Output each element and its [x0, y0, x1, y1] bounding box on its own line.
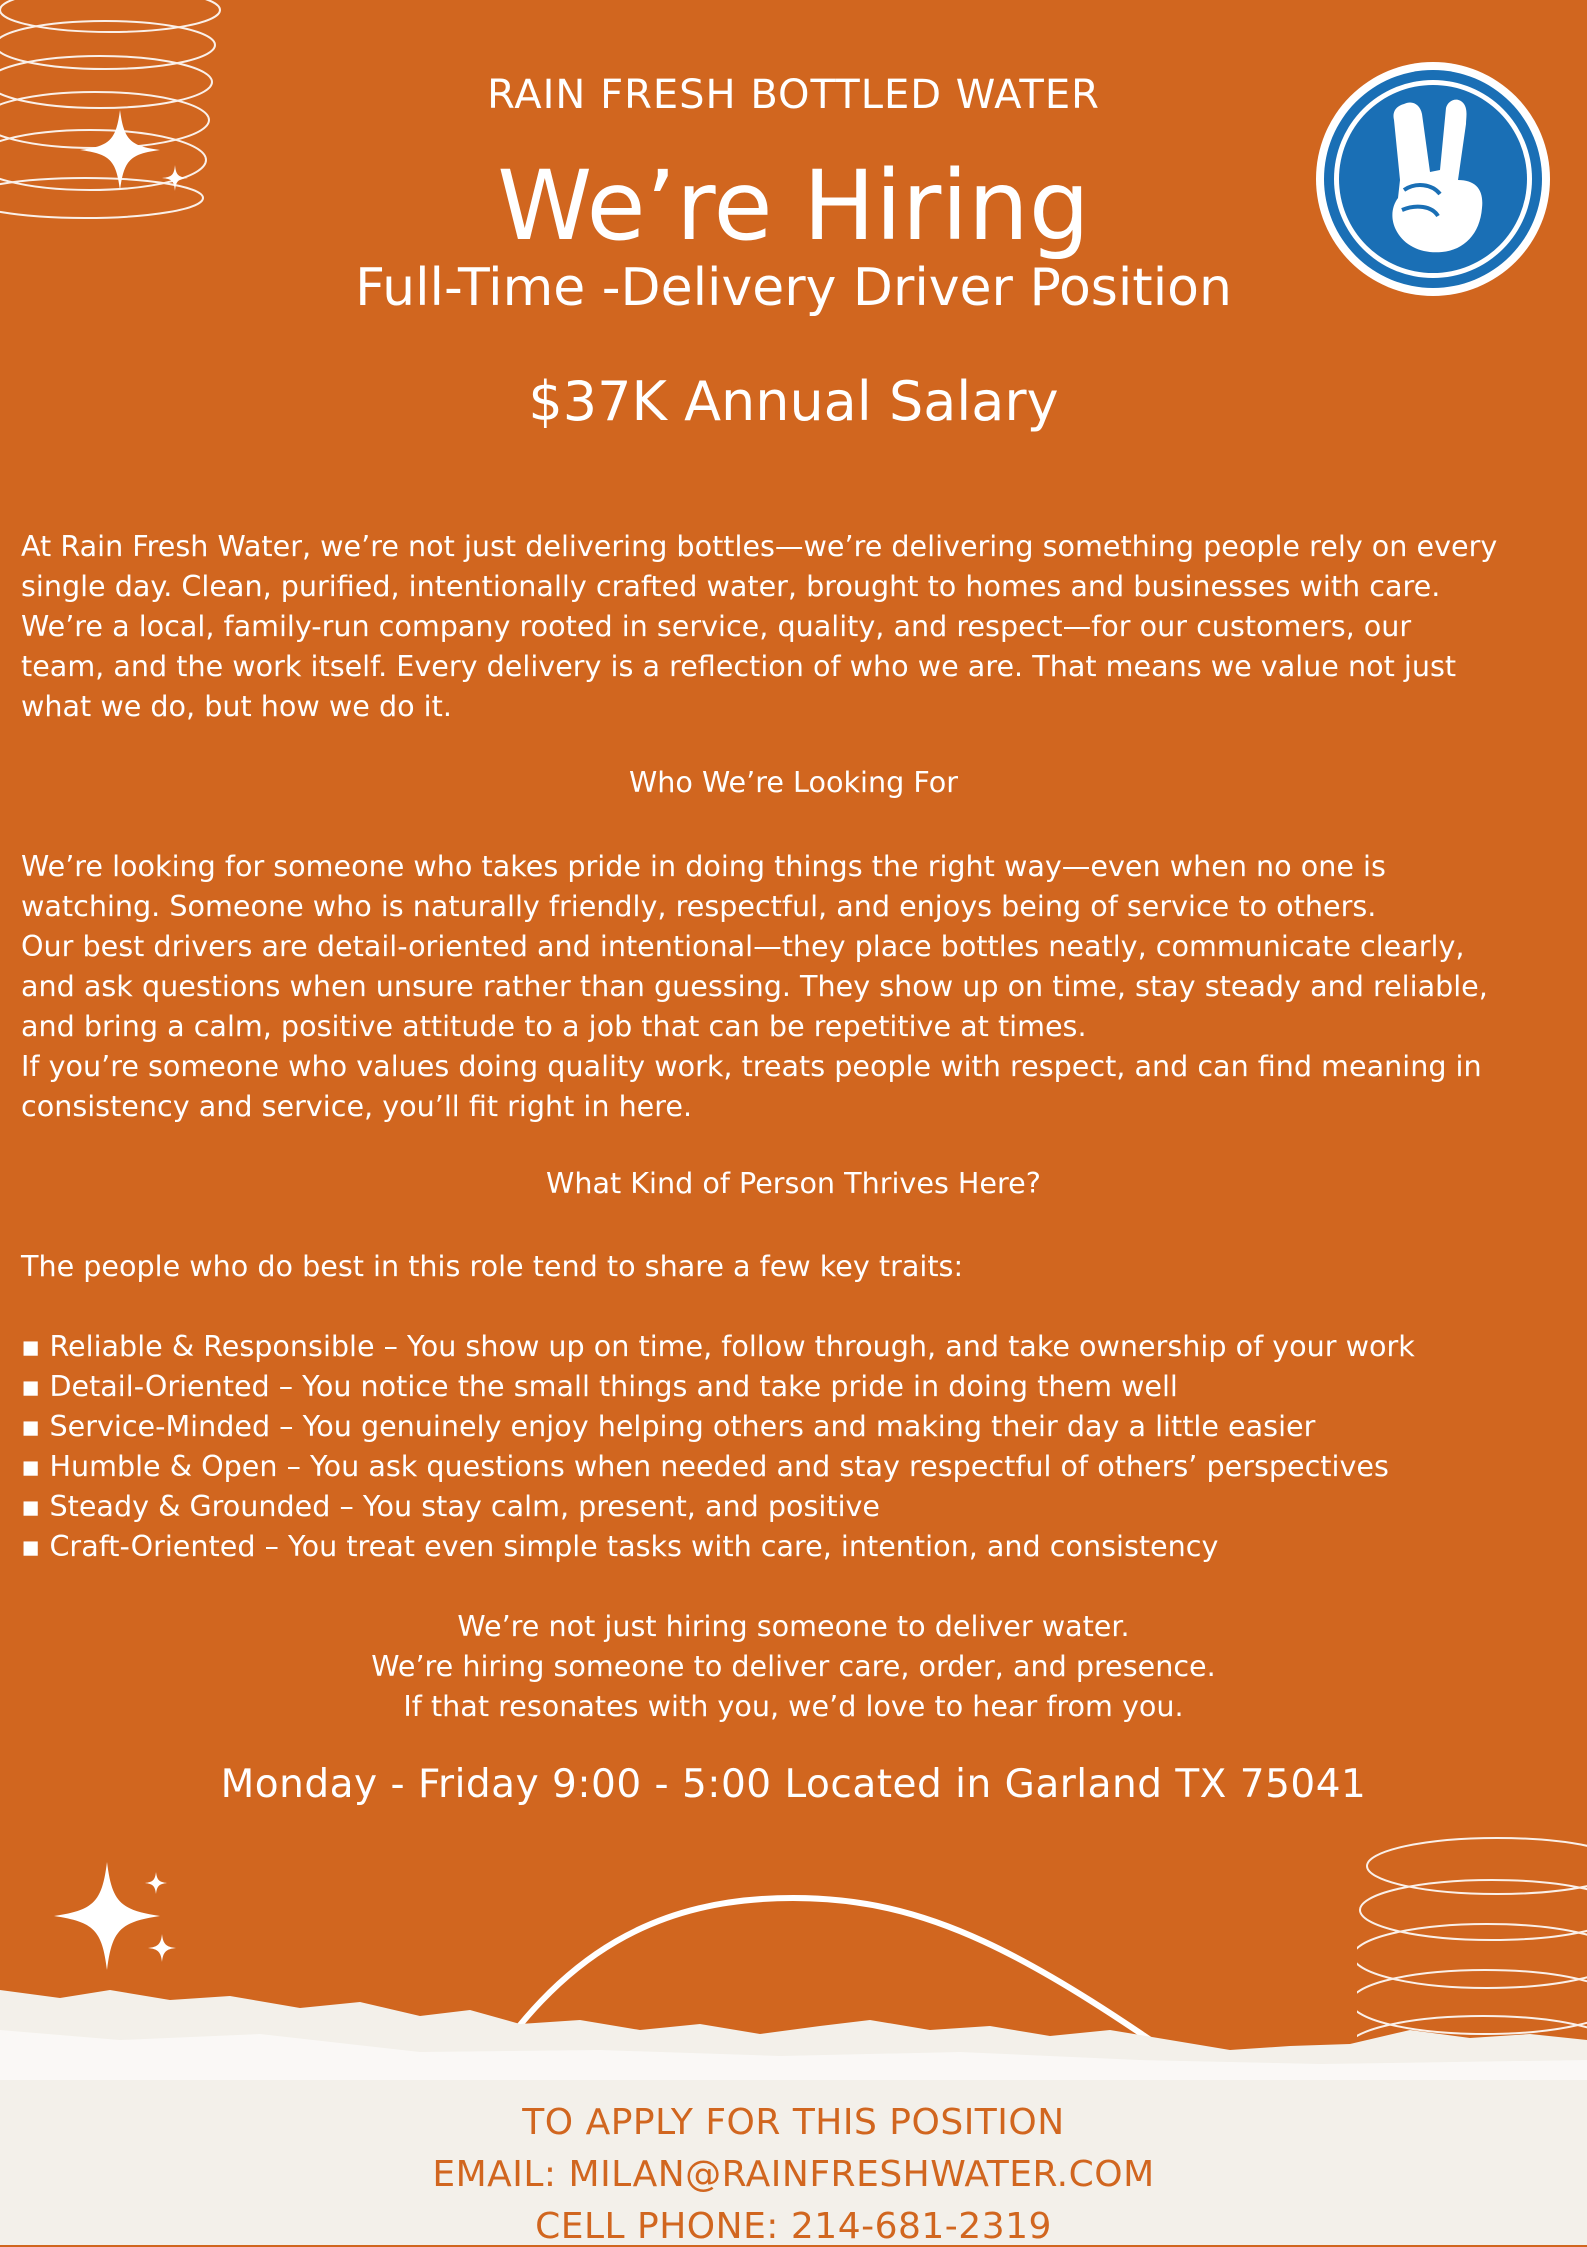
- list-item: ▪ Detail-Oriented – You notice the small things and take pride in doing them well: [21, 1369, 1178, 1403]
- position-subtitle: Full-Time -Delivery Driver Position: [355, 258, 1232, 318]
- intro-line: what we do, but how we do it.: [21, 689, 452, 723]
- list-item: ▪ Steady & Grounded – You stay calm, present, and positive: [21, 1489, 881, 1523]
- sparkle-icon: [52, 1862, 192, 1982]
- intro-paragraph: [21, 526, 1571, 726]
- looking-line: Our best drivers are detail-oriented and intentional—they place bottles neatly, communicate clearly,: [21, 929, 1465, 963]
- closing-line: We’re hiring someone to deliver care, order, and presence.: [371, 1649, 1216, 1683]
- list-item: ▪ Reliable & Responsible – You show up on time, follow through, and take ownership of your work: [21, 1329, 1415, 1363]
- apply-title: TO APPLY FOR THIS POSITION: [522, 2102, 1065, 2143]
- list-item: ▪ Service-Minded – You genuinely enjoy helping others and making their day a little easier: [21, 1409, 1316, 1443]
- traits-list: [21, 1326, 1571, 1566]
- intro-line: We’re a local, family-run company rooted in service, quality, and respect—for our customers, our: [21, 609, 1412, 643]
- closing-statement: [0, 1606, 1587, 1726]
- looking-line: watching. Someone who is naturally friendly, respectful, and enjoys being of service to others.: [21, 889, 1377, 923]
- looking-line: and ask questions when unsure rather than guessing. They show up on time, stay steady and reliable,: [21, 969, 1488, 1003]
- list-item: ▪ Humble & Open – You ask questions when needed and stay respectful of others’ perspectives: [21, 1449, 1389, 1483]
- intro-line: single day. Clean, purified, intentionally crafted water, brought to homes and businesses with care.: [21, 569, 1441, 603]
- closing-line: If that resonates with you, we’d love to hear from you.: [403, 1689, 1184, 1723]
- intro-line: At Rain Fresh Water, we’re not just delivering bottles—we’re delivering something people rely on every: [21, 529, 1498, 563]
- intro-line: team, and the work itself. Every delivery is a reflection of who we are. That means we value not just: [21, 649, 1457, 683]
- traits-intro-line: The people who do best in this role tend to share a few key traits:: [21, 1249, 964, 1283]
- closing-line: We’re not just hiring someone to deliver water.: [457, 1609, 1130, 1643]
- looking-for-paragraph: [21, 846, 1571, 1126]
- looking-line: consistency and service, you’ll fit right in here.: [21, 1089, 693, 1123]
- apply-phone[interactable]: CELL PHONE: 214-681-2319: [535, 2206, 1052, 2247]
- apply-email-link[interactable]: EMAIL: MILAN@RAINFRESHWATER.COM: [432, 2154, 1155, 2195]
- looking-line: If you’re someone who values doing quality work, treats people with respect, and can find meaning in: [21, 1049, 1482, 1083]
- thrives-heading: What Kind of Person Thrives Here?: [546, 1166, 1041, 1200]
- salary-text: $37K Annual Salary: [528, 370, 1059, 433]
- company-name: RAIN FRESH BOTTLED WATER: [487, 72, 1100, 118]
- page-title: We’re Hiring: [497, 150, 1090, 262]
- traits-intro: [21, 1246, 1571, 1286]
- list-item: ▪ Craft-Oriented – You treat even simple tasks with care, intention, and consistency: [21, 1529, 1219, 1563]
- looking-line: We’re looking for someone who takes pride in doing things the right way—even when no one is: [21, 849, 1386, 883]
- looking-for-heading: Who We’re Looking For: [628, 765, 959, 799]
- looking-line: and bring a calm, positive attitude to a job that can be repetitive at times.: [21, 1009, 1087, 1043]
- schedule-location: Monday - Friday 9:00 - 5:00 Located in Garland TX 75041: [220, 1762, 1367, 1807]
